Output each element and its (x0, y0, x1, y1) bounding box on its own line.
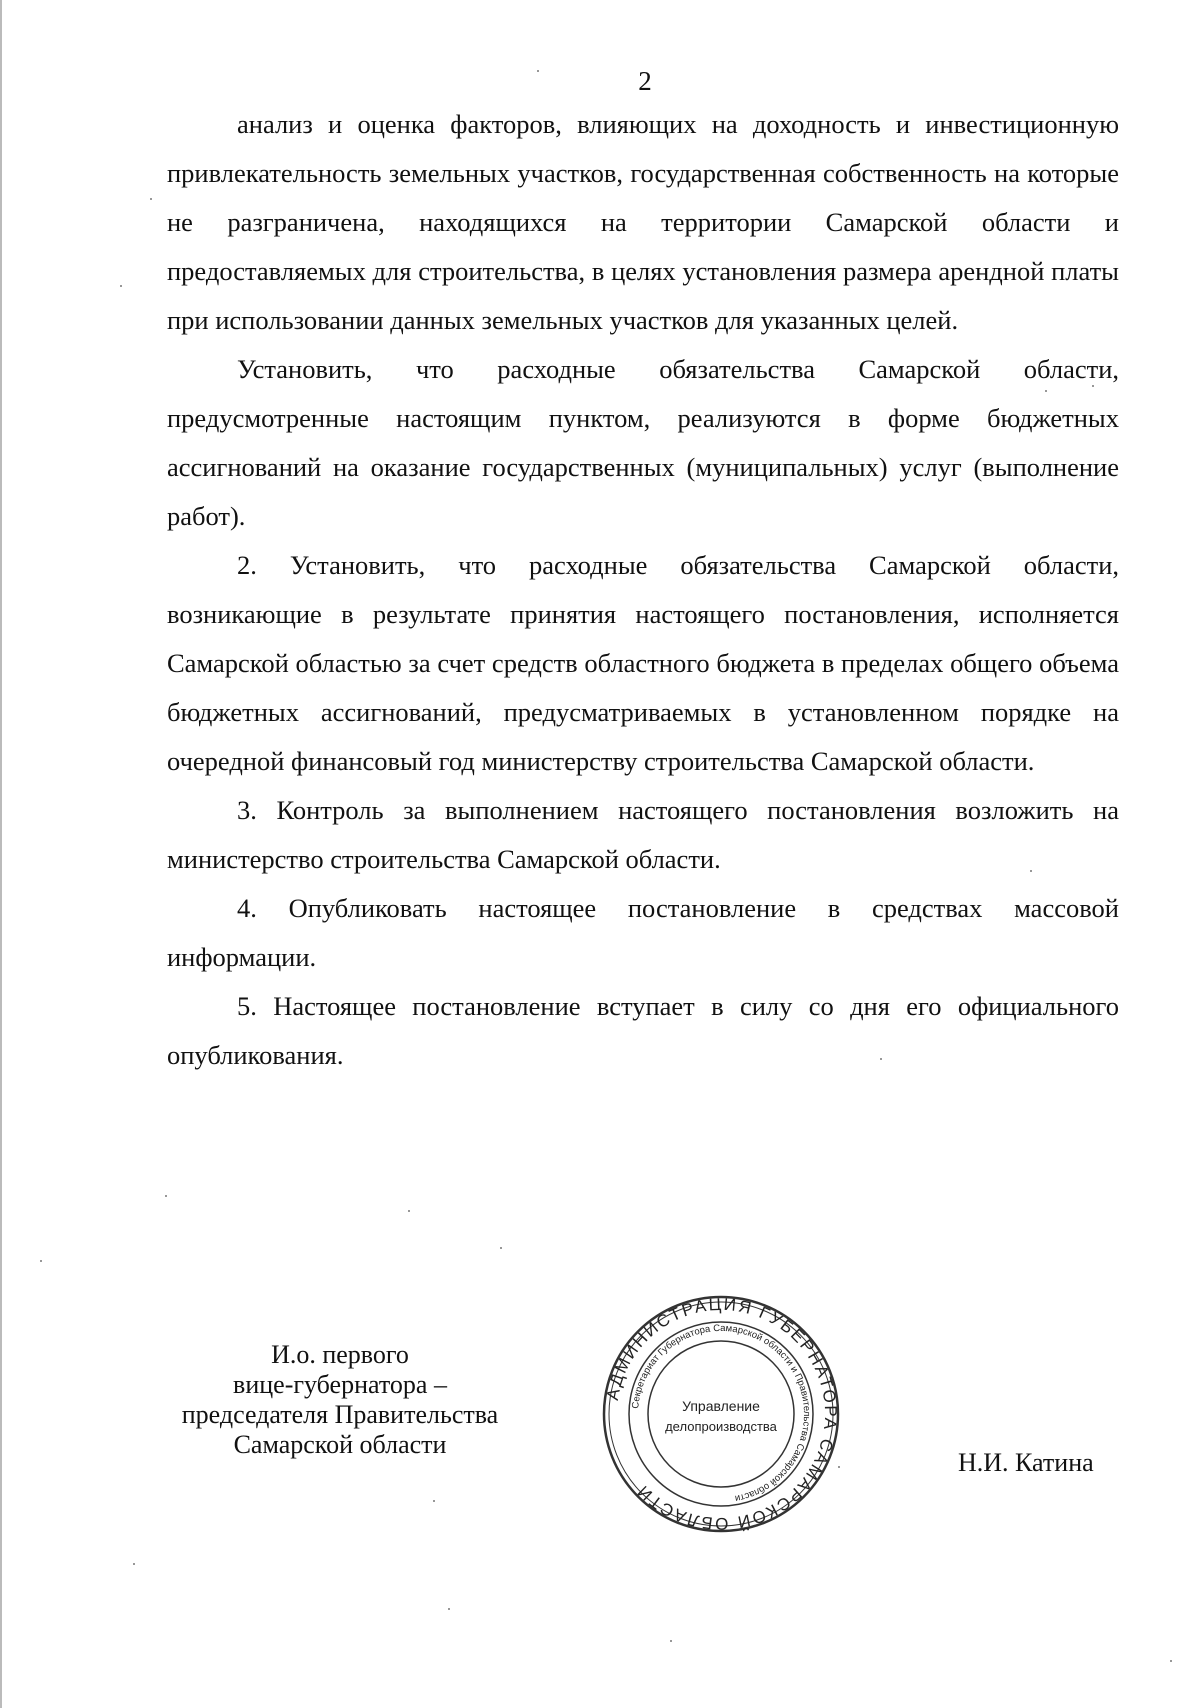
scan-speck (537, 70, 539, 72)
paragraph-obligations: Установить, что расходные обязательства Самарской области, предусмотренные настоящим пунктом, реализуются в форме бюджетных ассигнований на оказание государственных (муниципальных) услуг (выполнение работ). (167, 354, 1119, 531)
signatory-title-line: И.о. первого (271, 1340, 409, 1369)
scan-speck (133, 1563, 135, 1565)
scan-speck (408, 1210, 410, 1212)
scan-speck (120, 285, 122, 287)
seal-middle-ring (629, 1322, 813, 1506)
page-number: 2 (638, 66, 652, 96)
scan-speck (880, 1058, 882, 1060)
signatory-title-line: вице-губернатора – (233, 1370, 447, 1399)
scan-edge (0, 0, 2, 1708)
paragraph-item-4: 4. Опубликовать настоящее постановление в средствах массовой информации. (167, 893, 1119, 972)
paragraph-continuation: анализ и оценка факторов, влияющих на доходность и инвестиционную привлекательность земельных участков, государственная собственность на которые не разграничена, находящихся на территории Самарской области и предоставляемых для строительства, в целях установления размера арендной платы при использовании данных земельных участков для указанных целей. (167, 109, 1119, 335)
scan-speck (40, 1260, 42, 1262)
official-seal (600, 1293, 842, 1535)
signer-name: Н.И. Катина (958, 1448, 1094, 1477)
paragraph-item-5: 5. Настоящее постановление вступает в силу со дня его официального опубликования. (167, 991, 1119, 1070)
scan-speck (1092, 385, 1094, 387)
scan-speck (150, 198, 152, 200)
seal-outer-text: АДМИНИСТРАЦИЯ ГУБЕРНАТОРА САМАРСКОЙ ОБЛАСТИ (602, 1294, 841, 1534)
scan-speck (838, 1466, 840, 1468)
paragraph-item-2: 2. Установить, что расходные обязательства Самарской области, возникающие в результате принятия настоящего постановления, исполняется Самарской областью за счет средств областного бюджета в пределах общего объема бюджетных ассигнований, предусматриваемых в установленном порядке на очередной финансовый год министерству строительства Самарской области. (167, 550, 1119, 776)
signatory-title-line: председателя Правительства (181, 1400, 499, 1429)
scan-speck (1045, 390, 1047, 392)
scan-speck (433, 1500, 435, 1502)
scan-speck (670, 1640, 672, 1642)
signatory-title-line: Самарской области (233, 1430, 447, 1459)
seal-center-line-1: Управление (682, 1398, 760, 1414)
scan-speck (165, 1195, 167, 1197)
document-body (167, 100, 1119, 1080)
paragraph-item-3: 3. Контроль за выполнением настоящего постановления возложить на министерство строительства Самарской области. (167, 795, 1119, 874)
seal-inner-ring (648, 1341, 794, 1487)
seal-middle-text: Секретариат Губернатора Самарской области и Правительства Самарской области (630, 1322, 813, 1504)
scan-speck (1170, 1660, 1172, 1662)
scan-speck (500, 1247, 502, 1249)
seal-center-line-2: делопроизводства (665, 1419, 777, 1434)
signatory-title (175, 1340, 505, 1460)
scan-speck (1030, 870, 1032, 872)
scan-speck (448, 1608, 450, 1610)
